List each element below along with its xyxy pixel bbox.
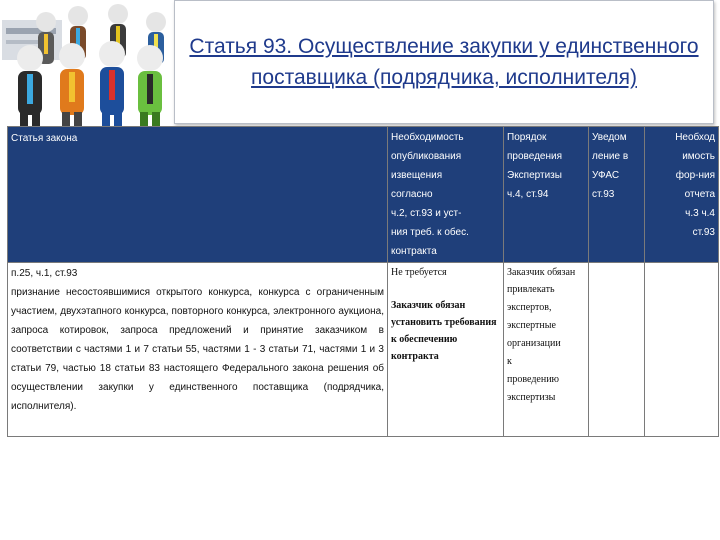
law-text: признание несостоявшимися открытого конкурса, конкурса с ограниченным участием, двухэтапного конкурса, повторного конкурса, электронного аукциона, запроса котировок, запроса предложений и принятие заказчиком в соответствии с частями 1 и 7 статьи 55, частями 1 - 3 статьи 71, частями 1 и 3 статьи 79, частью 18 статьи 83 настоящего Федерального закона решения об осуществлении закупки у единственного поставщика (подрядчика, исполнителя). xyxy=(11,287,384,412)
header-publication xyxy=(388,127,504,263)
expertise-obligation: Заказчик обязан xyxy=(507,267,576,278)
law-reference: п.25, ч.1, ст.93 xyxy=(11,268,78,279)
header-ufas-label: Уведом ление в УФАС ст.93 xyxy=(592,132,629,200)
law-cell xyxy=(8,263,388,437)
expertise-text: привлекать экспертов, экспертные организации к проведению экспертизы xyxy=(507,284,561,403)
table-row xyxy=(8,263,719,437)
report-cell xyxy=(645,263,719,437)
header-law xyxy=(8,127,388,263)
ufas-cell xyxy=(589,263,645,437)
slide-title: Статья 93. Осуществление закупки у единственного поставщика (подрядчика, исполнителя) xyxy=(189,35,699,89)
procurement-table xyxy=(7,126,719,437)
expertise-cell xyxy=(504,263,589,437)
title-box xyxy=(174,0,714,124)
header-law-label: Статья закона xyxy=(11,133,78,144)
table-header-row xyxy=(8,127,719,263)
publication-status: Не требуется xyxy=(391,267,447,278)
header-report xyxy=(645,127,719,263)
header-banner xyxy=(0,0,720,124)
header-expertise-label: Порядок проведения Экспертизы ч.4, ст.94 xyxy=(507,132,562,200)
business-people-illustration xyxy=(0,0,190,126)
header-expertise xyxy=(504,127,589,263)
header-ufas xyxy=(589,127,645,263)
header-publication-label: Необходимость опубликования извещения согласно ч.2, ст.93 и уст- ния треб. к обес. контракта xyxy=(391,132,469,257)
publication-cell xyxy=(388,263,504,437)
header-report-label: Необход имость фор-ния отчета ч.3 ч.4 ст.93 xyxy=(675,132,715,238)
publication-note: Заказчик обязан установить требования к обеспечению контракта xyxy=(391,300,497,362)
